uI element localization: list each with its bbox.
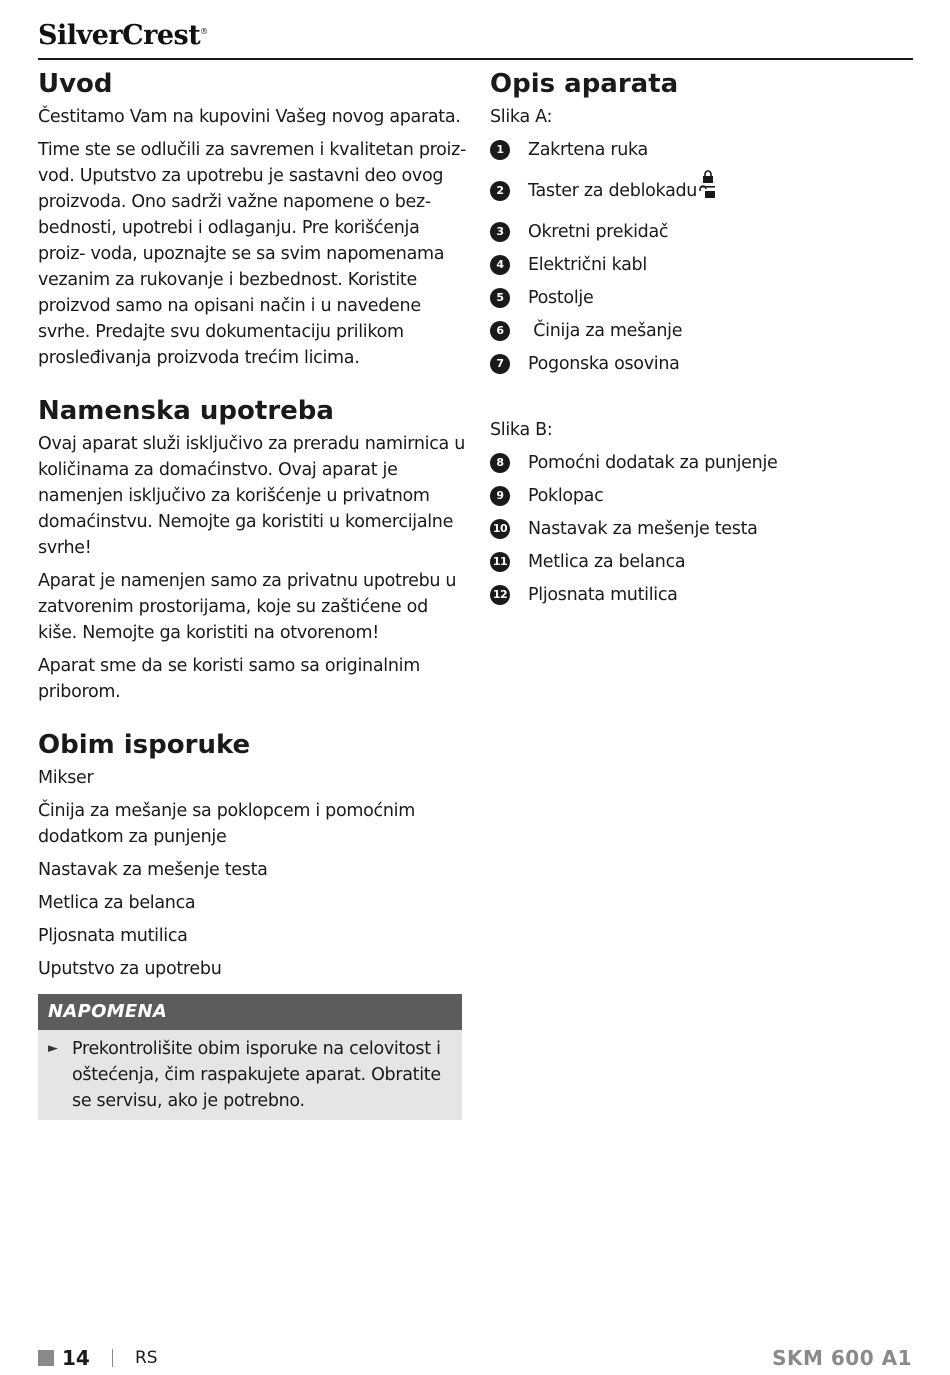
header-rule bbox=[38, 58, 913, 60]
number-badge: 9 bbox=[490, 486, 510, 506]
part-label: Činija za mešanje bbox=[528, 321, 683, 341]
part-label: Pomoćni dodatak za punjenje bbox=[528, 453, 778, 473]
part-list-item bbox=[490, 170, 910, 212]
part-list-item bbox=[490, 516, 910, 542]
part-label: Taster za deblokadu bbox=[528, 181, 698, 201]
number-badge: 1 bbox=[490, 140, 510, 160]
delivery-item: Pljosnata mutilica bbox=[38, 926, 188, 946]
part-list-item bbox=[490, 318, 910, 344]
footer-divider bbox=[112, 1349, 113, 1367]
part-list-item bbox=[490, 483, 910, 509]
model-number: SKM 600 A1 bbox=[772, 1346, 912, 1370]
delivery-item: Nastavak za mešenje testa bbox=[38, 860, 268, 880]
left-column bbox=[38, 64, 468, 1120]
number-badge: 2 bbox=[490, 181, 510, 201]
lock-unlock-icon bbox=[699, 170, 717, 212]
note-title: NAPOMENA bbox=[38, 994, 462, 1030]
page-number: 14 bbox=[62, 1346, 90, 1370]
part-list-item bbox=[490, 219, 910, 245]
number-badge: 10 bbox=[490, 519, 510, 539]
part-label: Metlica za belanca bbox=[528, 552, 686, 572]
number-badge: 3 bbox=[490, 222, 510, 242]
arrow-right-icon: ► bbox=[48, 1041, 58, 1056]
delivery-item: Činija za mešanje sa poklopcem i pomoćnim dodatkom za punjenje bbox=[38, 801, 415, 847]
delivery-item: Mikser bbox=[38, 768, 94, 788]
note-box bbox=[38, 994, 462, 1120]
intro-paragraph: Čestitamo Vam na kupovini Vašeg novog aparata. bbox=[38, 107, 461, 127]
part-list-item bbox=[490, 351, 910, 377]
page-footer bbox=[38, 1346, 912, 1370]
brand-logo bbox=[38, 20, 208, 51]
section-heading-description: Opis aparata bbox=[490, 69, 679, 99]
note-text: Prekontrolišite obim isporuke na celovitost i oštećenja, čim raspakujete aparat. Obratite se servisu, ako je potrebno. bbox=[72, 1039, 441, 1111]
intended-use-paragraph: Aparat je namenjen samo za privatnu upotrebu u zatvorenim prostorijama, koje su zaštićene od kiše. Nemojte ga koristiti na otvorenom! bbox=[38, 571, 457, 643]
part-list-item bbox=[490, 549, 910, 575]
part-label: Električni kabl bbox=[528, 255, 647, 275]
number-badge: 11 bbox=[490, 552, 510, 572]
intro-paragraph: Time ste se odlučili za savremen i kvalitetan proiz- vod. Uputstvo za upotrebu je sastavni deo ovog proizvoda. Ono sadrži važne napomene o bez- bednosti, upotrebi i odlaganju. Pre korišćenja proiz- voda, upoznajte se sa svim napomenama vezanim za rukovanje i bezbednost. Koristite proizvod samo na opisani način i u navedene svrhe. Predajte svu dokumentaciju prilikom prosleđivanja proizvoda trećim licima. bbox=[38, 140, 467, 368]
number-badge: 7 bbox=[490, 354, 510, 374]
part-label: Okretni prekidač bbox=[528, 222, 669, 242]
part-list-item bbox=[490, 285, 910, 311]
note-body bbox=[38, 1030, 462, 1120]
part-list-item bbox=[490, 137, 910, 163]
part-label: Postolje bbox=[528, 288, 594, 308]
footer-square-icon bbox=[38, 1350, 54, 1366]
number-badge: 6 bbox=[490, 321, 510, 341]
part-list-item bbox=[490, 450, 910, 476]
part-label: Nastavak za mešenje testa bbox=[528, 519, 758, 539]
intended-use-paragraph: Aparat sme da se koristi samo sa originalnim priborom. bbox=[38, 656, 420, 702]
part-label: Pogonska osovina bbox=[528, 354, 680, 374]
number-badge: 5 bbox=[490, 288, 510, 308]
number-badge: 12 bbox=[490, 585, 510, 605]
language-code: RS bbox=[135, 1348, 158, 1368]
section-heading-delivery: Obim isporuke bbox=[38, 730, 251, 760]
delivery-item: Metlica za belanca bbox=[38, 893, 196, 913]
right-column bbox=[490, 64, 910, 608]
figure-b-label: Slika B: bbox=[490, 420, 553, 440]
number-badge: 4 bbox=[490, 255, 510, 275]
part-label: Pljosnata mutilica bbox=[528, 585, 678, 605]
part-list-item bbox=[490, 582, 910, 608]
figure-a-label: Slika A: bbox=[490, 107, 553, 127]
section-heading-intro: Uvod bbox=[38, 69, 113, 99]
part-label: Poklopac bbox=[528, 486, 604, 506]
section-heading-intended-use: Namenska upotreba bbox=[38, 396, 334, 426]
brand-logo-text: SilverCrest bbox=[38, 20, 201, 51]
number-badge: 8 bbox=[490, 453, 510, 473]
part-list-item bbox=[490, 252, 910, 278]
part-label: Zakrtena ruka bbox=[528, 140, 648, 160]
registered-mark: ® bbox=[200, 27, 208, 36]
delivery-item: Uputstvo za upotrebu bbox=[38, 959, 222, 979]
intended-use-paragraph: Ovaj aparat služi isključivo za preradu namirnica u količinama za domaćinstvo. Ovaj aparat je namenjen isključivo za korišćenje u privatnom domaćinstvu. Nemojte ga koristiti u komercijalne svrhe! bbox=[38, 434, 466, 558]
